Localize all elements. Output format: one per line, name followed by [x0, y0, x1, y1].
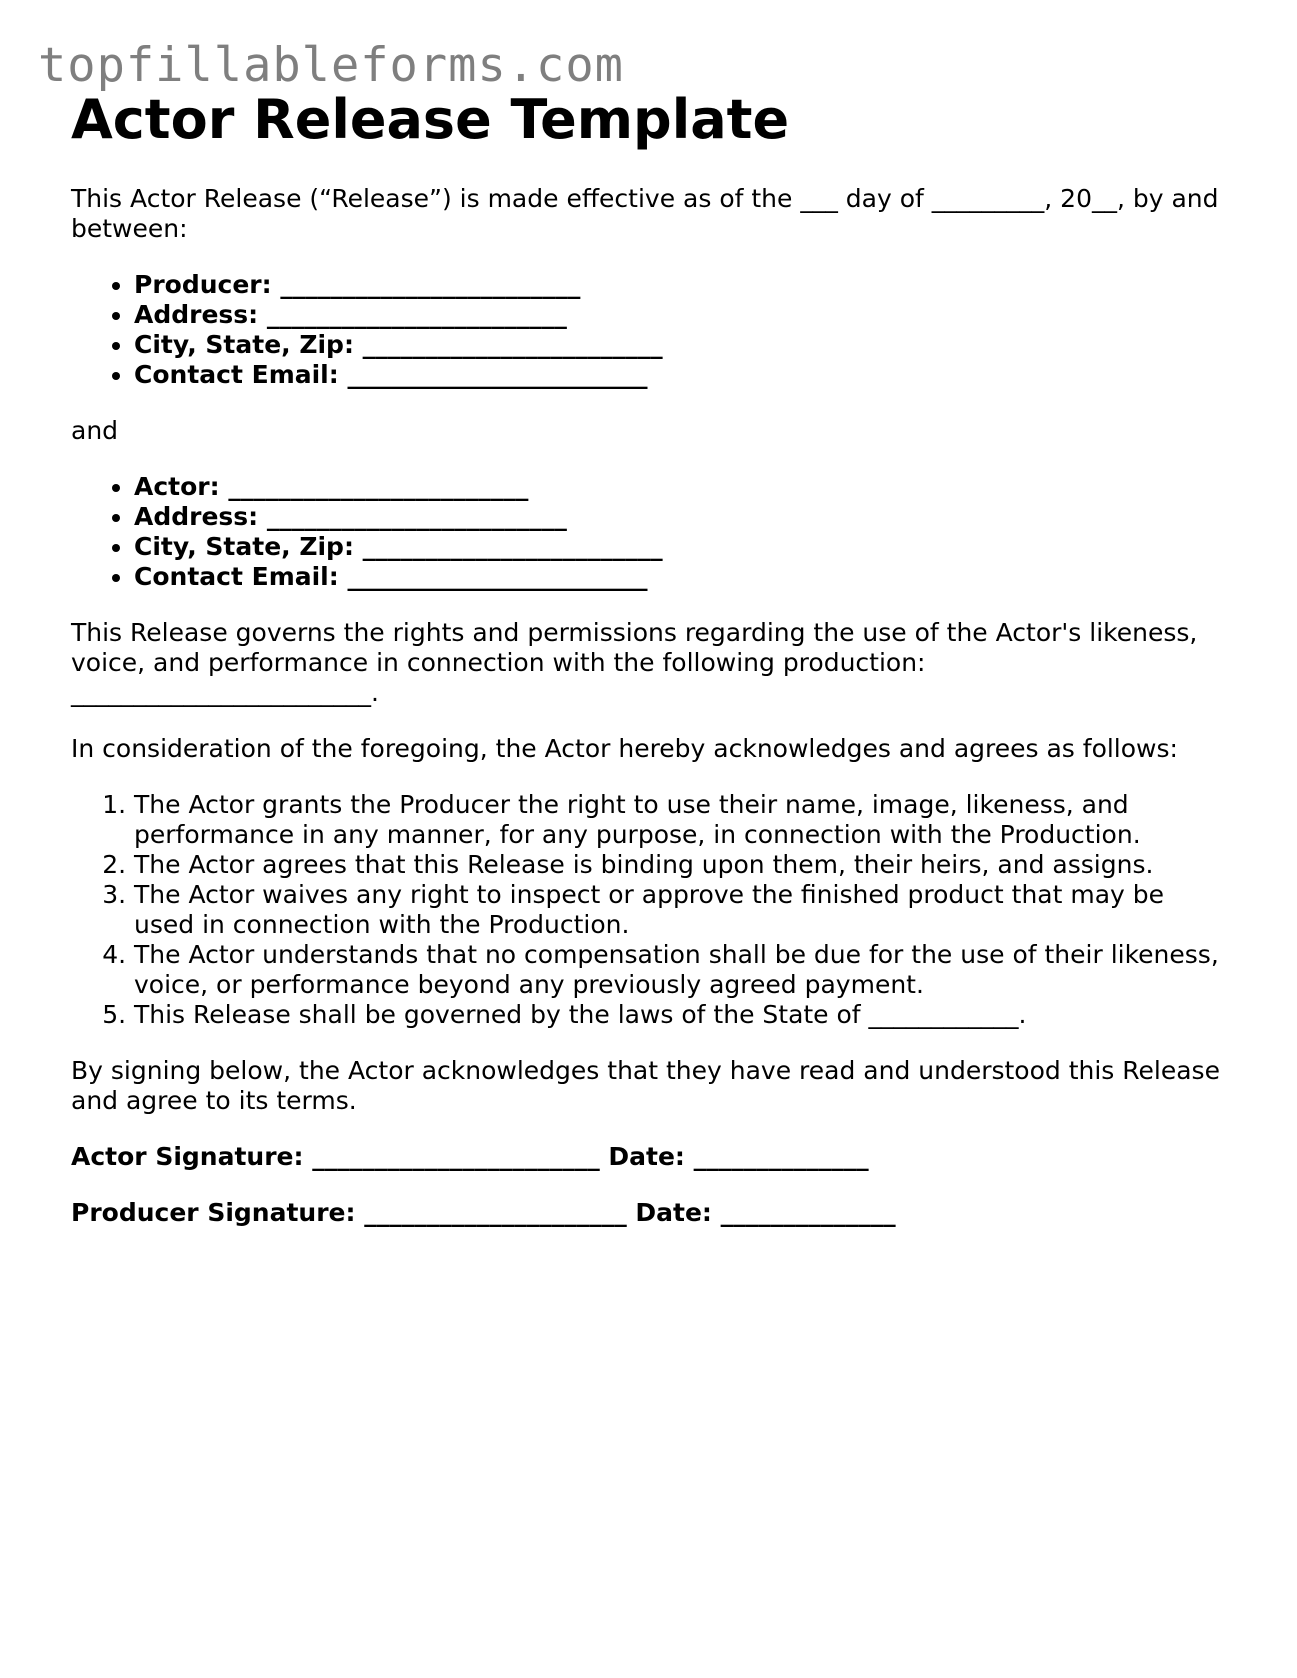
producer-address-field: • Address: ________________________: [134, 300, 1221, 330]
producer-city-state-zip-field: • City, State, Zip: ________________________: [134, 330, 1221, 360]
term-item: 1. The Actor grants the Producer the right to use their name, image, likeness, and performance in any manner, for any purpose, in connection with the Production.: [134, 790, 1221, 850]
actor-city-state-zip-field: • City, State, Zip: ________________________: [134, 532, 1221, 562]
actor-signature-line: Actor Signature: _______________________ Date: ______________: [71, 1142, 869, 1171]
consideration-paragraph: In consideration of the foregoing, the Actor hereby acknowledges and agrees as follows:: [71, 734, 1178, 763]
producer-fields: [71, 270, 1221, 390]
closing-paragraph: By signing below, the Actor acknowledges that they have read and understood this Release and agree to its terms.: [71, 1056, 1220, 1115]
term-item: 2. The Actor agrees that this Release is binding upon them, their heirs, and assigns.: [134, 850, 1221, 880]
page-title: Actor Release Template: [71, 88, 790, 151]
terms-list: [71, 790, 1221, 1030]
term-item: 4. The Actor understands that no compensation shall be due for the use of their likeness, voice, or performance beyond any previously agreed payment.: [134, 940, 1221, 1000]
term-item: 3. The Actor waives any right to inspect or approve the finished product that may be used in connection with the Production.: [134, 880, 1221, 940]
document-body: [71, 184, 1221, 1254]
actor-address-field: • Address: ________________________: [134, 502, 1221, 532]
term-item: 5. This Release shall be governed by the laws of the State of ____________.: [134, 1000, 1221, 1030]
governs-paragraph: This Release governs the rights and permissions regarding the use of the Actor's likeness, voice, and performance in connection with the following production: ________________________.: [71, 618, 1198, 707]
producer-email-field: • Contact Email: ________________________: [134, 360, 1221, 390]
actor-fields: [71, 472, 1221, 592]
intro-paragraph: This Actor Release (“Release”) is made effective as of the ___ day of _________, 20__, by and between:: [71, 184, 1219, 243]
actor-email-field: • Contact Email: ________________________: [134, 562, 1221, 592]
watermark: topfillableforms.com: [38, 38, 624, 93]
producer-signature-line: Producer Signature: _____________________ Date: ______________: [71, 1198, 896, 1227]
producer-name-field: • Producer: ________________________: [134, 270, 1221, 300]
actor-name-field: • Actor: ________________________: [134, 472, 1221, 502]
and-text: and: [71, 416, 119, 445]
